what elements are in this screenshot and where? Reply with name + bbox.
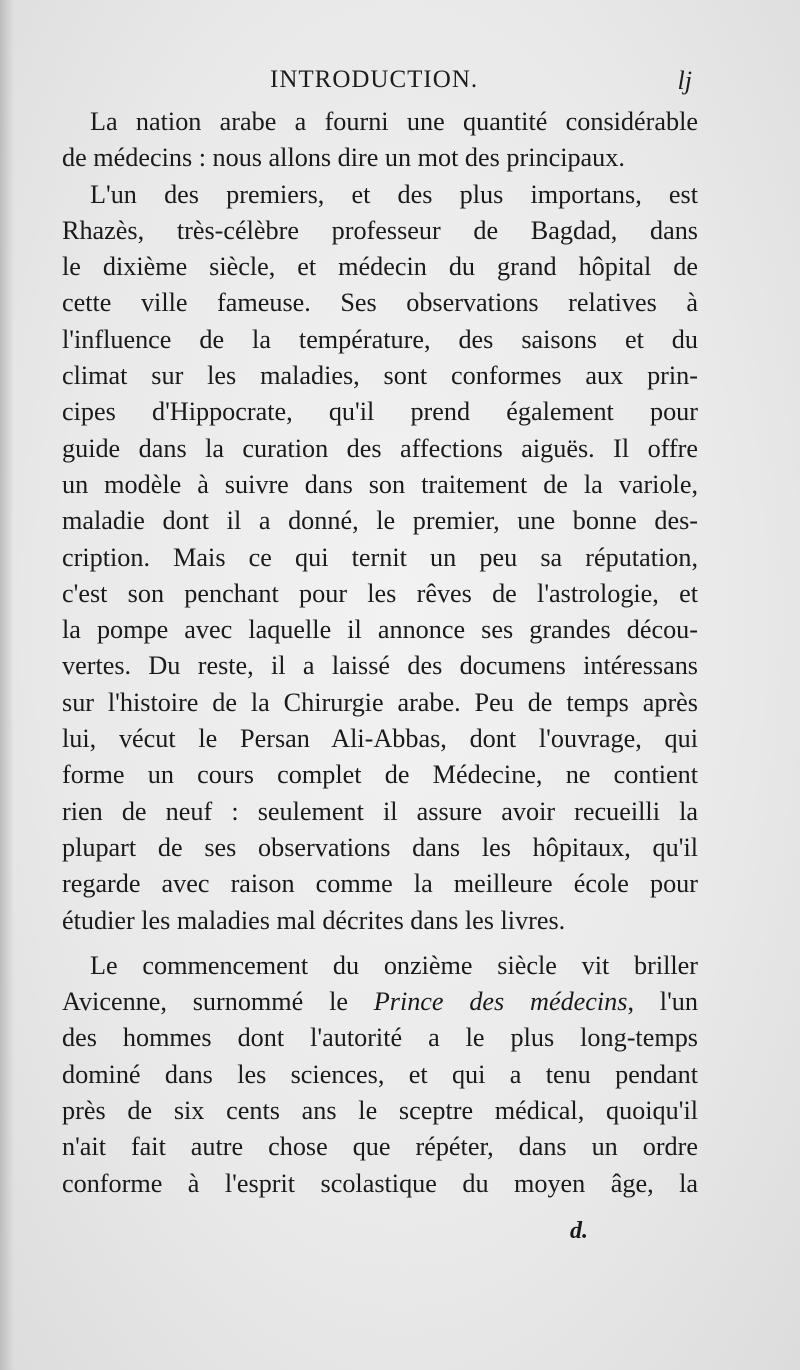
text-line — [62, 984, 698, 1020]
text-line: l'influence de la température, des saisons et du — [62, 324, 698, 354]
text-line: près de six cents ans le sceptre médical, quoiqu'il — [62, 1096, 698, 1126]
text-line: le dixième siècle, et médecin du grand hôpital de — [62, 252, 698, 282]
paragraph-1 — [62, 104, 698, 177]
text-segment: Avicenne, surnommé le — [62, 987, 374, 1017]
text-line: de médecins : nous allons dire un mot des principaux. — [62, 143, 625, 173]
text-line: cription. Mais ce qui ternit un peu sa réputation, — [62, 542, 698, 572]
page-number: lj — [677, 66, 692, 95]
running-title: INTRODUCTION. — [270, 66, 479, 93]
text-line: sur l'histoire de la Chirurgie arabe. Peu de temps après — [62, 687, 698, 717]
text-line: plupart de ses observations dans les hôpitaux, qu'il — [62, 832, 698, 862]
text-line: Rhazès, très-célèbre professeur de Bagdad, dans — [62, 215, 698, 245]
text-line: c'est son penchant pour les rêves de l'astrologie, et — [62, 578, 698, 608]
text-line: lui, vécut le Persan Ali-Abbas, dont l'ouvrage, qui — [62, 724, 698, 754]
text-line: climat sur les maladies, sont conformes aux prin- — [62, 361, 698, 391]
text-line: conforme à l'esprit scolastique du moyen âge, la — [62, 1168, 698, 1198]
text-segment: , l'un — [627, 987, 698, 1017]
text-line: L'un des premiers, et des plus importans, est — [90, 179, 698, 209]
text-line: cipes d'Hippocrate, qu'il prend également pour — [62, 397, 698, 427]
text-line: rien de neuf : seulement il assure avoir recueilli la — [62, 796, 698, 826]
italic-title: Prince des médecins — [373, 987, 628, 1017]
text-line: regarde avec raison comme la meilleure école pour — [62, 869, 698, 899]
text-line: cette ville fameuse. Ses observations relatives à — [62, 288, 698, 318]
text-line: vertes. Du reste, il a laissé des documens intéressans — [62, 651, 698, 681]
text-line: un modèle à suivre dans son traitement de la variole, — [62, 469, 698, 499]
text-line: Le commencement du onzième siècle vit briller — [90, 950, 698, 980]
running-head — [62, 62, 698, 102]
paragraph-3 — [62, 948, 698, 1202]
text-line: La nation arabe a fourni une quantité considérable — [90, 107, 698, 136]
text-line: maladie dont il a donné, le premier, une bonne des- — [62, 506, 698, 536]
paragraph-2 — [62, 177, 698, 939]
text-line: forme un cours complet de Médecine, ne contient — [62, 760, 698, 790]
signature-mark: d. — [570, 1218, 588, 1244]
text-line: dominé dans les sciences, et qui a tenu pendant — [62, 1059, 698, 1089]
text-line: la pompe avec laquelle il annonce ses grandes décou- — [62, 615, 698, 645]
text-line: guide dans la curation des affections aiguës. Il offre — [62, 433, 698, 463]
body-text — [62, 104, 698, 1202]
text-line: des hommes dont l'autorité a le plus long-temps — [62, 1023, 698, 1053]
text-line: étudier les maladies mal décrites dans les livres. — [62, 905, 566, 935]
text-line: n'ait fait autre chose que répéter, dans un ordre — [62, 1132, 698, 1162]
